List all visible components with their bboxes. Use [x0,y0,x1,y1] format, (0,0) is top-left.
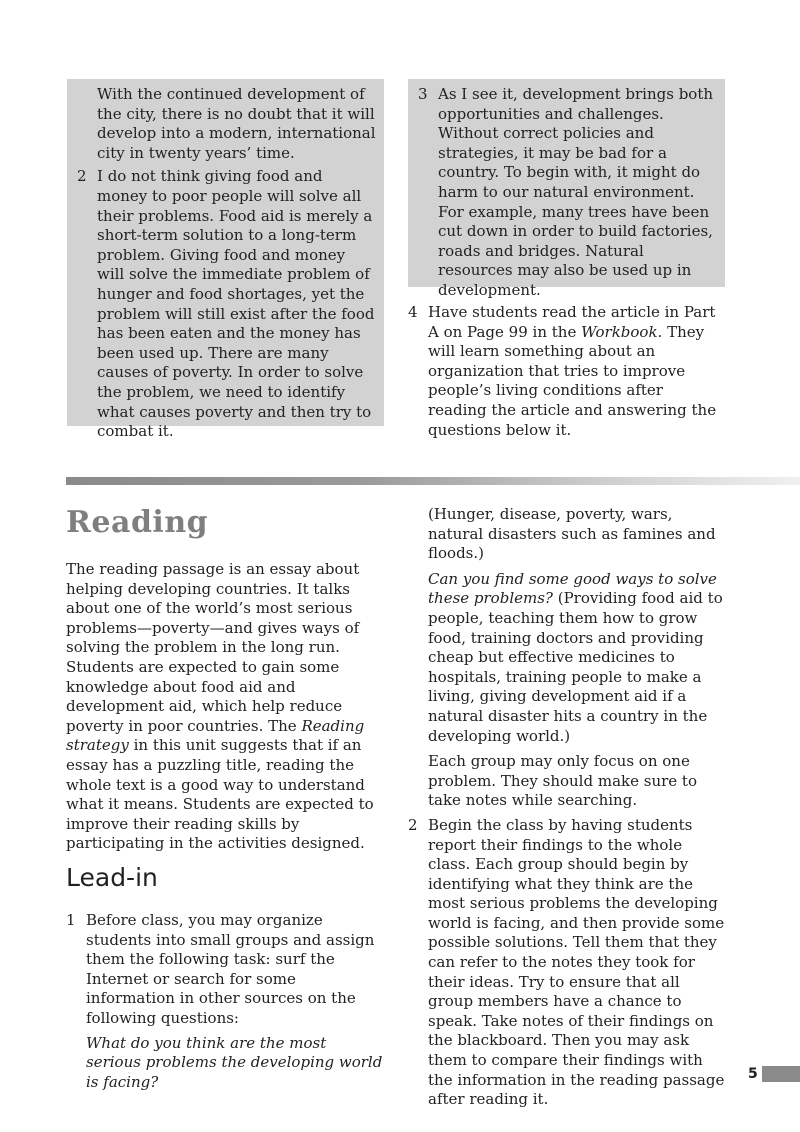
answer-3-text: As I see it, development brings both opportunities and challenges. Without correct policies and strategies, it may be bad for a country. To begin with, it might do harm to our natural environment. For example, many trees have been cut down in order to build factories, roads and bridges. Natural resources may also be used up in development. [438,85,714,299]
reading-heading: Reading [66,505,209,540]
leadin-item-2 [408,816,728,1110]
instruction-item-4 [408,303,718,440]
reading-intro-text [66,560,382,854]
page-number-bar [762,1066,800,1082]
item-number: 2 [77,167,87,186]
section-divider [66,477,800,485]
item-number: 2 [408,815,418,834]
leadin-right-column [408,505,728,1110]
leadin-item-1 [66,911,384,1092]
intro-text-start: The reading passage is an essay about helping developing countries. It talks about one of the world’s most serious problems—poverty—and gives ways of solving the problem in the long run. Students are expected to gain some knowledge about food aid and development aid, which help reduce poverty in poor countries. The [66,560,360,735]
group-focus-text: Each group may only focus on one problem. They should make sure to take notes while searching. [428,752,697,810]
excerpt-left-text [77,85,377,442]
page-number: 5 [748,1066,758,1082]
workbook-title: Workbook [581,322,658,341]
item-4-text-start: Have students read the article in Part A on Page 99 in the [428,303,716,341]
answer-item-3 [418,85,718,301]
leadin-item-2-text: Begin the class by having students report their findings to the whole class. Each group should begin by identifying what they think are the most serious problems the developing world is facing, and then provide some possible solutions. Tell them that they can refer to the notes they took for their ideas. Try to ensure that all group members have a chance to speak. Take notes of their findings on the blackboard. Then you may ask them to compare their findings with the information in the reading passage after reading it. [428,815,725,1109]
answer-1-text: (Hunger, disease, poverty, wars, natural disasters such as famines and floods.) [428,505,716,563]
leadin-heading: Lead-in [66,863,158,892]
answer-2-text: I do not think giving food and money to poor people will solve all their problems. Food aid is merely a short-term solution to a long-term problem. Giving food and money will solve the immediate problem of hunger and food shortages, yet the problem will still exist after the food has been eaten and the money has been used up. There are many causes of poverty. In order to solve the problem, we need to identify what causes poverty and then try to combat it. [97,167,375,441]
answer-2-text: (Providing food aid to people, teaching them how to grow food, training doctors and providing cheap but effective medicines to hospitals, training people to make a living, giving development aid if a natural disaster hits a country in the developing world.) [428,589,723,745]
question-1 [86,1034,384,1093]
question-2-paragraph [428,570,728,746]
reading-strategy-term: Reading strategy [66,716,365,755]
continued-answer-text: With the continued development of the city, there is no doubt that it will develop into a modern, international city in twenty years’ time. [97,85,376,162]
excerpt-right-text [418,85,718,301]
item-number: 3 [418,85,428,103]
item-4-text [428,303,718,440]
leadin-item-1-text: Before class, you may organize students into small groups and assign them the following task: surf the Internet or search for some information in other sources on the following questions: [86,911,375,1027]
answer-item-2 [77,167,377,441]
item-number: 1 [66,911,76,929]
reading-intro [66,560,382,854]
item-number: 4 [408,303,418,321]
question-1-text: What do you think are the most serious problems the developing world is facing? [86,1033,383,1091]
item-4-text-end: . They will learn something about an organization that tries to improve people’s living conditions after reading the article and answering the questions below it. [428,322,717,439]
intro-text-end: in this unit suggests that if an essay has a puzzling title, reading the whole text is a good way to understand what it means. Students are expected to improve their reading skills by participating in the activities designed. [66,736,374,853]
question-2-text: Can you find some good ways to solve these problems? [428,569,717,608]
